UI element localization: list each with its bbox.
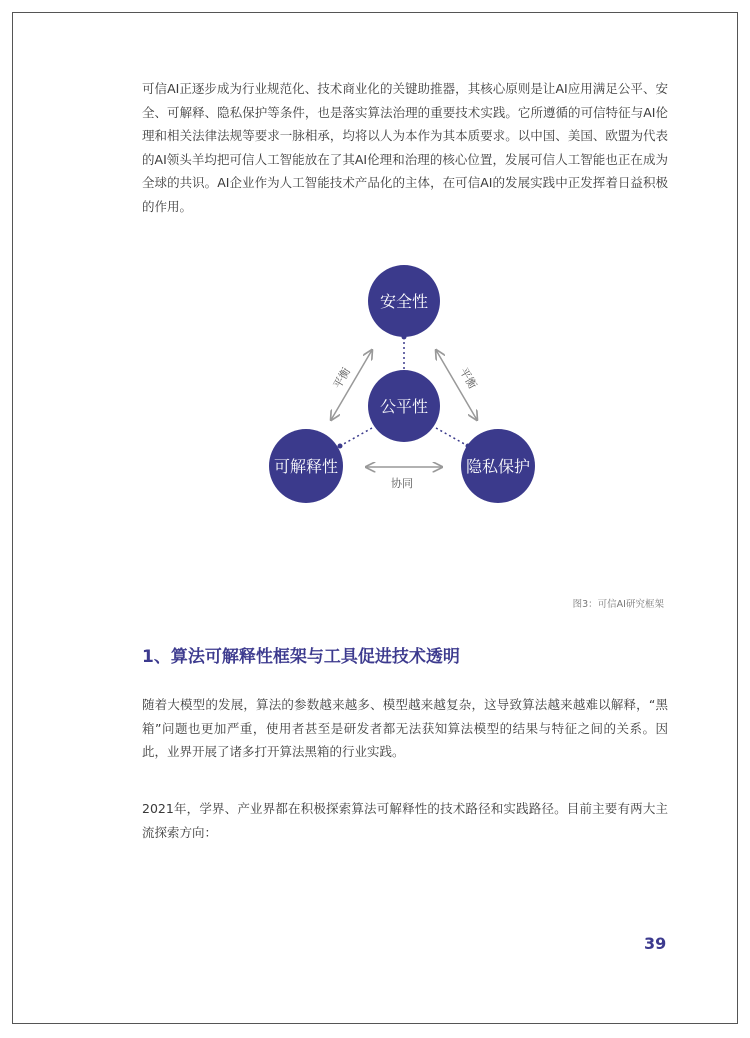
paragraph-2: 随着大模型的发展，算法的参数越来越多、模型越来越复杂，这导致算法越来越难以解释，“黑箱”问题也更加严重，使用者甚至是研发者都无法获知算法模型的结果与特征之间的关系。因此，业界开展了诸多打开算法黑箱的行业实践。 [142,697,668,759]
figure-caption: 图3：可信AI研究框架 [572,599,664,610]
edge-label-right: 平衡 [456,365,480,392]
edge-label-left: 平衡 [330,365,354,392]
connector-right [436,428,468,446]
node-privacy-label: 隐私保护 [465,457,531,476]
node-fairness-label: 公平性 [379,397,429,416]
connector-left [340,428,372,446]
section-heading: 1、算法可解释性框架与工具促进技术透明 [142,647,460,667]
intro-paragraph: 可信AI正逐步成为行业规范化、技术商业化的关键助推器，其核心原则是让AI应用满足公平、安全、可解释、隐私保护等条件，也是落实算法治理的重要技术实践。它所遵循的可信特征与AI伦理和相关法律法规等要求一脉相承，均将以人为本作为其本质要求。以中国、美国、欧盟为代表的AI领头羊均把可信人工智能放在了其AI伦理和治理的核心位置，发展可信人工智能也正在成为全球的共识。AI企业作为人工智能技术产品化的主体，在可信AI的发展实践中正发挥着日益积极的作用。 [142,81,668,214]
edge-label-bottom: 协同 [391,477,413,490]
paragraph-3: 2021年，学界、产业界都在积极探索算法可解释性的技术路径和实践路径。目前主要有两大主流探索方向： [142,801,668,840]
node-security-label: 安全性 [379,292,429,311]
node-explainability-label: 可解释性 [273,457,339,476]
page-number: 39 [644,934,667,953]
